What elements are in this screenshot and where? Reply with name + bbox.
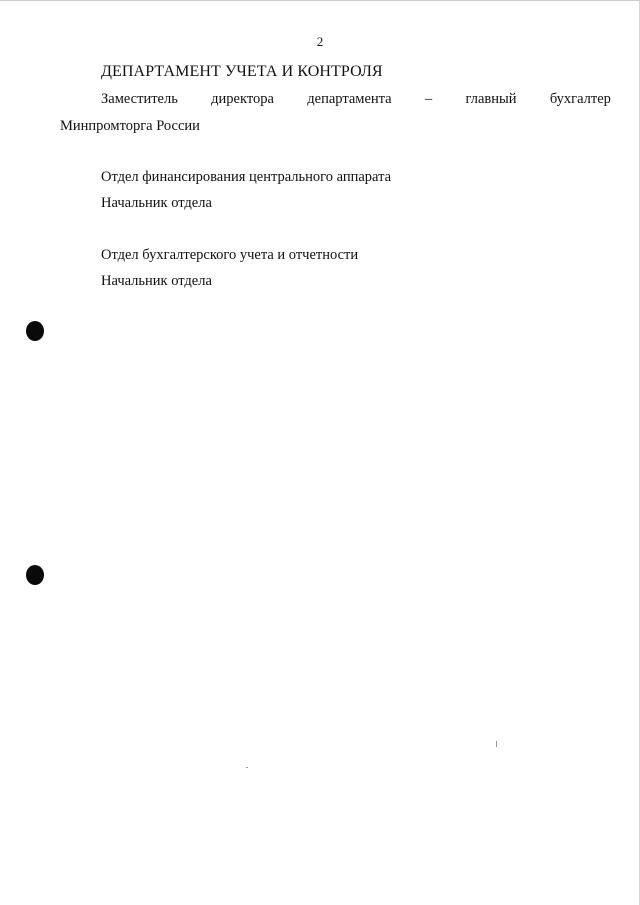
position-word: департамента: [307, 91, 392, 107]
department-title: ДЕПАРТАМЕНТ УЧЕТА И КОНТРОЛЯ: [101, 63, 383, 80]
scan-speck: [246, 767, 248, 768]
position-word: главный: [465, 91, 517, 107]
position-word: бухгалтер: [549, 91, 611, 107]
scan-speck: [496, 741, 497, 747]
division-name: Отдел финансирования центрального аппарата: [101, 169, 392, 185]
division-head-role: Начальник отдела: [101, 195, 212, 211]
division-name: Отдел бухгалтерского учета и отчетности: [101, 247, 359, 263]
position-title-line-2: Минпромторга России: [60, 118, 200, 134]
position-word: директора: [211, 91, 274, 107]
position-title-line-1: [101, 91, 611, 108]
page-number: 2: [316, 34, 324, 49]
division-head-role: Начальник отдела: [101, 273, 212, 289]
hole-punch-mark: [26, 321, 44, 341]
hole-punch-mark: [26, 565, 44, 585]
position-word: –: [424, 91, 433, 107]
position-word: Заместитель: [101, 91, 178, 107]
